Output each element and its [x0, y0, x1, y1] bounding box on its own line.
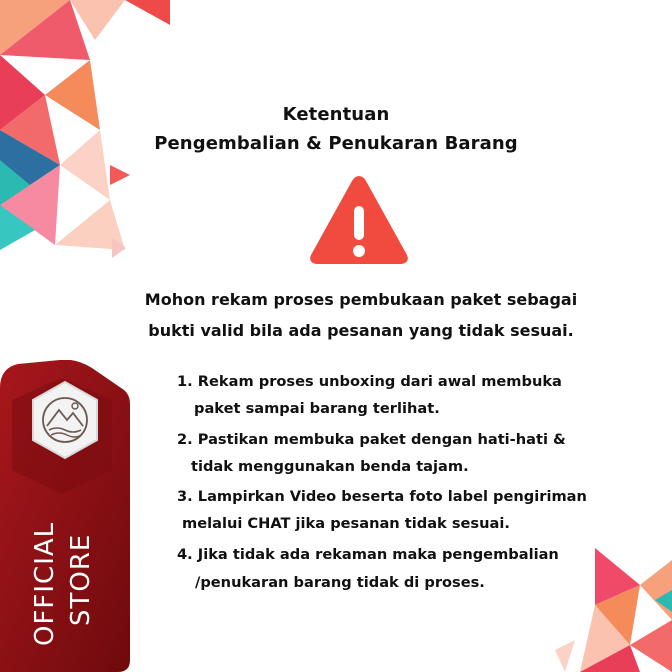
- official-store-label: [26, 518, 106, 658]
- official-label: OFFICIAL: [30, 521, 60, 646]
- page-title-line2: Pengembalian & Penukaran Barang: [154, 133, 518, 154]
- rule-1-line1: 1. Rekam proses unboxing dari awal membuka: [177, 373, 562, 390]
- rule-3-line2: melalui CHAT jika pesanan tidak sesuai.: [182, 515, 510, 532]
- rule-4-line1: 4. Jika tidak ada rekaman maka pengembalian: [177, 546, 559, 563]
- warning-triangle-icon: [306, 172, 412, 268]
- decorative-triangles-top-left: [0, 0, 180, 260]
- store-label: STORE: [66, 533, 96, 626]
- notice-line1: Mohon rekam proses pembukaan paket sebagai: [144, 290, 578, 309]
- rule-4-line2: /penukaran barang tidak di proses.: [195, 574, 485, 591]
- rule-1-line2: paket sampai barang terlihat.: [194, 400, 440, 417]
- page-title-line1: Ketentuan: [282, 104, 390, 125]
- rule-2-line2: tidak menggunakan benda tajam.: [191, 458, 469, 475]
- rule-3-line1: 3. Lampirkan Video beserta foto label pengiriman: [177, 488, 587, 505]
- notice-line2: bukti valid bila ada pesanan yang tidak sesuai.: [148, 321, 574, 340]
- mountain-logo-icon: [29, 380, 101, 460]
- rule-2-line1: 2. Pastikan membuka paket dengan hati-hati &: [177, 431, 566, 448]
